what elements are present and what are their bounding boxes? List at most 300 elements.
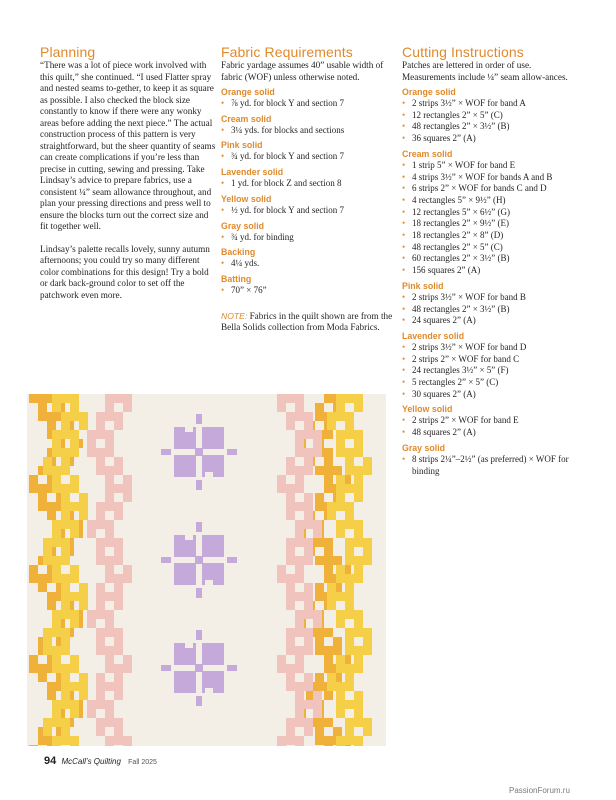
quilt-patch: [43, 547, 52, 556]
quilt-patch: [354, 466, 363, 475]
quilt-patch: [52, 556, 61, 565]
quilt-patch: [70, 502, 79, 511]
quilt-patch: [313, 448, 322, 457]
quilt-patch: [333, 466, 342, 475]
quilt-patch: [304, 718, 313, 727]
list-item: • ½ yd. for block Y and section 7: [221, 205, 393, 217]
quilt-patch: [345, 601, 354, 610]
quilt-patch: [336, 565, 345, 574]
list-item: • 8 strips 2¼”–2½” (as preferred) × WOF for binding: [402, 454, 578, 477]
quilt-patch: [105, 475, 114, 484]
quilt-patch: [185, 640, 193, 648]
quilt-patch: [38, 664, 47, 673]
list-item: • 36 squares 2” (A): [402, 133, 578, 145]
list-item: • 1 strip 5” × WOF for band E: [402, 160, 578, 172]
quilt-patch: [324, 466, 333, 475]
quilt-patch: [345, 538, 354, 547]
quilt-patch: [295, 628, 304, 637]
quilt-patch: [336, 736, 345, 745]
quilt-patch: [354, 529, 363, 538]
quilt-patch: [70, 520, 79, 529]
quilt-patch: [105, 700, 114, 709]
quilt-patch: [354, 520, 363, 529]
quilt-patch: [286, 664, 295, 673]
quilt-patch: [52, 610, 61, 619]
quilt-patch: [324, 691, 333, 700]
quilt-patch: [114, 583, 123, 592]
quilt-patch: [345, 610, 354, 619]
quilt-patch: [61, 538, 70, 547]
quilt-patch: [105, 403, 114, 412]
quilt-patch: [105, 682, 114, 691]
quilt-patch: [105, 439, 114, 448]
quilt-patch: [96, 673, 105, 682]
quilt-patch: [315, 493, 324, 502]
quilt-patch: [345, 574, 354, 583]
quilt-patch: [114, 511, 123, 520]
quilt-patch: [336, 700, 345, 709]
fabric-batting-heading: Batting: [221, 273, 252, 284]
quilt-patch: [47, 412, 56, 421]
quilt-patch: [315, 727, 324, 736]
cutting-gray-solid-heading: Gray solid: [402, 442, 446, 453]
list-item: • 2 strips 3½” × WOF for band D: [402, 342, 578, 354]
quilt-patch: [336, 619, 345, 628]
quilt-patch: [114, 538, 123, 547]
cutting-orange-solid-heading: Orange solid: [402, 87, 456, 97]
quilt-patch: [354, 493, 363, 502]
note-label: NOTE:: [221, 310, 248, 321]
quilt-patch: [52, 745, 61, 746]
cutting-instructions-intro: Patches are lettered in order of use. Measurements include ¼” seam allow-ances.: [402, 60, 568, 82]
quilt-patch: [313, 691, 322, 700]
quilt-patch: [123, 745, 132, 746]
quilt-patch: [29, 565, 38, 574]
quilt-patch: [79, 421, 88, 430]
quilt-patch: [345, 430, 354, 439]
quilt-patch: [70, 736, 79, 745]
quilt-patch: [52, 565, 61, 574]
quilt-patch: [336, 394, 345, 403]
quilt-patch: [327, 511, 336, 520]
quilt-patch: [79, 502, 88, 511]
quilt-patch: [336, 574, 345, 583]
planning-heading: Planning: [40, 44, 96, 60]
quilt-patch: [295, 466, 304, 475]
quilt-patch: [105, 556, 114, 565]
quilt-patch: [354, 700, 363, 709]
quilt-patch: [43, 718, 52, 727]
quilt-patch: [114, 394, 123, 403]
fabric-cream-solid-list: [221, 125, 393, 137]
quilt-patch: [70, 745, 79, 746]
quilt-patch: [295, 565, 304, 574]
quilt-patch: [304, 511, 313, 520]
quilt-patch: [354, 403, 363, 412]
quilt-patch: [29, 484, 38, 493]
quilt-patch: [114, 547, 123, 556]
quilt-patch: [354, 448, 363, 457]
quilt-patch: [345, 700, 354, 709]
quilt-patch: [324, 475, 333, 484]
quilt-patch: [295, 691, 304, 700]
quilt-patch: [345, 484, 354, 493]
quilt-patch: [96, 628, 105, 637]
list-item: • 156 squares 2” (A): [402, 265, 578, 277]
quilt-patch: [70, 412, 79, 421]
quilt-patch: [295, 475, 304, 484]
quilt-patch: [123, 574, 132, 583]
quilt-patch: [79, 691, 88, 700]
quilt-patch: [52, 709, 61, 718]
quilt-patch: [96, 601, 105, 610]
quilt-patch: [295, 619, 304, 628]
quilt-patch: [38, 394, 47, 403]
quilt-patch: [114, 673, 123, 682]
quilt-patch: [286, 511, 295, 520]
cutting-pink-solid-list: [402, 292, 578, 327]
quilt-patch: [227, 665, 237, 671]
quilt-patch: [304, 610, 313, 619]
quilt-patch: [354, 475, 363, 484]
quilt-patch: [286, 727, 295, 736]
fabric-yellow-solid-heading: Yellow solid: [221, 193, 272, 204]
quilt-patch: [79, 592, 88, 601]
quilt-patch: [43, 556, 52, 565]
quilt-patch: [38, 583, 47, 592]
quilt-patch: [61, 457, 70, 466]
quilt-patch: [29, 475, 38, 484]
quilt-patch: [105, 520, 114, 529]
quilt-patch: [324, 628, 333, 637]
quilt-patch: [47, 691, 56, 700]
quilt-patch: [345, 412, 354, 421]
quilt-patch: [87, 520, 96, 529]
quilt-patch: [313, 700, 322, 709]
quilt-patch: [304, 673, 313, 682]
quilt-patch: [52, 439, 61, 448]
quilt-patch: [345, 718, 354, 727]
quilt-patch: [96, 718, 105, 727]
quilt-patch: [354, 628, 363, 637]
quilt-patch: [277, 565, 286, 574]
fabric-pink-solid-list: [221, 151, 393, 163]
quilt-patch: [354, 394, 363, 403]
quilt-patch: [61, 664, 70, 673]
planning-paragraph-2: Lindsay’s palette recalls lovely, sunny autumn afternoons; you could try so many different color combinations for this design! Try a bold or dark back-ground color to set off the patchwork even more.: [40, 243, 210, 300]
quilt-patch: [52, 520, 61, 529]
quilt-patch: [295, 745, 304, 746]
quilt-patch: [105, 610, 114, 619]
cutting-lavender-solid-heading: Lavender solid: [402, 330, 465, 341]
quilt-patch: [43, 628, 52, 637]
quilt-patch: [174, 563, 196, 585]
quilt-patch: [286, 547, 295, 556]
quilt-patch: [61, 583, 70, 592]
quilt-patch: [354, 565, 363, 574]
quilt-patch: [227, 557, 237, 563]
quilt-patch: [114, 646, 123, 655]
list-item: • 70” × 76”: [221, 285, 393, 297]
quilt-patch: [47, 682, 56, 691]
quilt-patch: [114, 637, 123, 646]
quilt-patch: [70, 484, 79, 493]
quilt-patch: [105, 565, 114, 574]
quilt-patch: [336, 691, 345, 700]
cutting-cream-solid-list: [402, 160, 578, 277]
quilt-patch: [345, 502, 354, 511]
quilt-patch: [114, 502, 123, 511]
quilt-patch: [304, 700, 313, 709]
quilt-patch: [61, 547, 70, 556]
quilt-patch: [105, 664, 114, 673]
quilt-patch: [38, 673, 47, 682]
quilt-patch: [52, 619, 61, 628]
quilt-patch: [38, 484, 47, 493]
quilt-patch: [354, 556, 363, 565]
quilt-patch: [286, 646, 295, 655]
quilt-patch: [345, 520, 354, 529]
quilt-patch: [315, 538, 324, 547]
quilt-patch: [52, 475, 61, 484]
cutting-lavender-solid-list: [402, 342, 578, 401]
quilt-patch: [327, 412, 336, 421]
quilt-patch: [304, 493, 313, 502]
quilt-patch: [313, 709, 322, 718]
list-item: • 60 rectangles 2” × 3½” (B): [402, 253, 578, 265]
quilt-patch: [336, 502, 345, 511]
quilt-patch: [304, 421, 313, 430]
quilt-patch: [345, 556, 354, 565]
quilt-patch: [295, 682, 304, 691]
quilt-patch: [43, 646, 52, 655]
quilt-patch: [52, 538, 61, 547]
quilt-patch: [336, 475, 345, 484]
quilt-patch: [315, 718, 324, 727]
quilt-patch: [105, 448, 114, 457]
quilt-patch: [354, 439, 363, 448]
quilt-patch: [96, 448, 105, 457]
quilt-patch: [286, 736, 295, 745]
quilt-patch: [61, 736, 70, 745]
quilt-patch: [304, 457, 313, 466]
quilt-patch: [202, 535, 224, 557]
quilt-patch: [70, 394, 79, 403]
quilt-patch: [161, 557, 171, 563]
quilt-patch: [96, 610, 105, 619]
quilt-patch: [70, 529, 79, 538]
quilt-patch: [315, 556, 324, 565]
cutting-orange-solid-list: [402, 98, 578, 145]
planning-paragraph-1: “There was a lot of piece work involved with this quilt,” she continued. “I used Flatter spray and nested seams to-gether, to keep it as square as possible. I also checked the block size constantly to know if there were any wonky areas before adding the next piece.” The actual construction process of this pattern is very straightforward, but the sheer quantity of seams can create complications if you’re less than precise in cutting, sewing and pressing. Take Lindsay’s advice to prepare fabrics, use a consistent ¼” seam allowance throughout, and plan your pressing directions and press well to ensure the blocks turn out the correct size and fit together well.: [40, 60, 216, 231]
quilt-patch: [327, 673, 336, 682]
quilt-patch: [52, 646, 61, 655]
quilt-patch: [345, 448, 354, 457]
quilt-patch: [61, 484, 70, 493]
quilt-patch: [205, 688, 213, 696]
quilt-patch: [286, 628, 295, 637]
quilt-patch: [336, 610, 345, 619]
quilt-patch: [277, 394, 286, 403]
quilt-patch: [185, 532, 193, 540]
quilt-patch: [61, 628, 70, 637]
quilt-patch: [363, 547, 372, 556]
quilt-patch: [114, 727, 123, 736]
quilt-patch: [29, 745, 38, 746]
quilt-patch: [304, 556, 313, 565]
quilt-patch: [52, 394, 61, 403]
quilt-patch: [304, 448, 313, 457]
quilt-patch: [52, 628, 61, 637]
quilt-patch: [79, 682, 88, 691]
quilt-patch: [336, 682, 345, 691]
fabric-groups: [221, 87, 393, 297]
quilt-patch: [52, 448, 61, 457]
cutting-cream-solid-heading: Cream solid: [402, 148, 453, 159]
quilt-patch: [315, 583, 324, 592]
quilt-patch: [196, 696, 202, 706]
quilt-patch: [313, 619, 322, 628]
list-item: • 48 rectangles 2” × 3½” (B): [402, 121, 578, 133]
quilt-patch: [87, 430, 96, 439]
quilt-patch: [123, 403, 132, 412]
list-item: • 5 rectangles 2” × 5” (C): [402, 377, 578, 389]
quilt-patch: [324, 664, 333, 673]
quilt-patch: [29, 574, 38, 583]
quilt-patch: [304, 637, 313, 646]
quilt-patch: [286, 637, 295, 646]
quilt-patch: [105, 430, 114, 439]
quilt-patch: [195, 664, 203, 672]
quilt-patch: [38, 403, 47, 412]
list-item: • 30 squares 2” (A): [402, 389, 578, 401]
quilt-patch: [286, 682, 295, 691]
quilt-patch: [304, 502, 313, 511]
list-item: • 4 strips 3½” × WOF for bands A and B: [402, 172, 578, 184]
quilt-patch: [345, 547, 354, 556]
quilt-patch: [354, 736, 363, 745]
quilt-patch: [286, 601, 295, 610]
quilt-patch: [363, 646, 372, 655]
list-item: • 2 strips 2” × WOF for band C: [402, 354, 578, 366]
quilt-patch: [105, 709, 114, 718]
quilt-patch: [61, 610, 70, 619]
quilt-patch: [286, 502, 295, 511]
quilt-patch: [123, 493, 132, 502]
quilt-patch: [286, 673, 295, 682]
quilt-patch: [363, 556, 372, 565]
quilt-patch: [70, 439, 79, 448]
quilt-patch: [327, 421, 336, 430]
quilt-patch: [161, 665, 171, 671]
quilt-patch: [354, 691, 363, 700]
quilt-patch: [295, 655, 304, 664]
quilt-patch: [195, 448, 203, 456]
quilt-patch: [70, 592, 79, 601]
quilt-patch: [70, 655, 79, 664]
fabric-gray-solid-heading: Gray solid: [221, 220, 265, 231]
quilt-patch: [315, 637, 324, 646]
quilt-patch: [295, 529, 304, 538]
list-item: • 6 strips 2” × WOF for bands C and D: [402, 183, 578, 195]
quilt-patch: [105, 529, 114, 538]
quilt-patch: [52, 700, 61, 709]
fabric-requirements-heading: Fabric Requirements: [221, 44, 353, 60]
quilt-patch: [345, 646, 354, 655]
quilt-patch: [295, 556, 304, 565]
quilt-patch: [47, 592, 56, 601]
quilt-patch: [87, 610, 96, 619]
quilt-patch: [52, 466, 61, 475]
quilt-patch: [354, 538, 363, 547]
quilt-patch: [70, 619, 79, 628]
quilt-patch: [114, 484, 123, 493]
quilt-patch: [363, 466, 372, 475]
quilt-patch: [105, 646, 114, 655]
quilt-patch: [61, 448, 70, 457]
quilt-patch: [174, 455, 196, 477]
quilt-patch: [105, 592, 114, 601]
quilt-patch: [114, 601, 123, 610]
quilt-patch: [277, 745, 286, 746]
quilt-patch: [336, 664, 345, 673]
quilt-patch: [354, 574, 363, 583]
quilt-patch: [324, 556, 333, 565]
quilt-patch: [327, 583, 336, 592]
quilt-photo: [27, 394, 386, 746]
quilt-patch: [324, 565, 333, 574]
quilt-patch: [315, 592, 324, 601]
list-item: • 2 strips 3½” × WOF for band B: [402, 292, 578, 304]
quilt-patch: [313, 520, 322, 529]
list-item: • 24 squares 2” (A): [402, 315, 578, 327]
quilt-patch: [333, 646, 342, 655]
quilt-patch: [304, 592, 313, 601]
quilt-patch: [47, 601, 56, 610]
list-item: • 2 strips 2” × WOF for band E: [402, 415, 578, 427]
quilt-patch: [327, 502, 336, 511]
quilt-patch: [79, 412, 88, 421]
list-item: • 18 rectangles 2” × 9½” (E): [402, 218, 578, 230]
quilt-patch: [114, 628, 123, 637]
quilt-patch: [315, 502, 324, 511]
quilt-patch: [286, 394, 295, 403]
quilt-patch: [363, 628, 372, 637]
quilt-patch: [345, 673, 354, 682]
quilt-patch: [96, 412, 105, 421]
quilt-patch: [304, 538, 313, 547]
quilt-patch: [114, 466, 123, 475]
quilt-patch: [52, 664, 61, 673]
quilt-patch: [79, 583, 88, 592]
quilt-patch: [96, 556, 105, 565]
quilt-patch: [105, 574, 114, 583]
quilt-patch: [47, 421, 56, 430]
quilt-patch: [114, 664, 123, 673]
quilt-patch: [123, 736, 132, 745]
quilt-patch: [295, 538, 304, 547]
cutting-yellow-solid-heading: Yellow solid: [402, 404, 453, 415]
list-item: • 12 rectangles 2” × 5” (C): [402, 110, 578, 122]
quilt-patch: [123, 475, 132, 484]
quilt-patch: [61, 682, 70, 691]
quilt-patch: [79, 601, 88, 610]
quilt-patch: [295, 736, 304, 745]
quilt-patch: [96, 502, 105, 511]
quilt-patch: [345, 664, 354, 673]
quilt-patch: [196, 630, 202, 640]
fabric-backing-heading: Backing: [221, 247, 256, 258]
